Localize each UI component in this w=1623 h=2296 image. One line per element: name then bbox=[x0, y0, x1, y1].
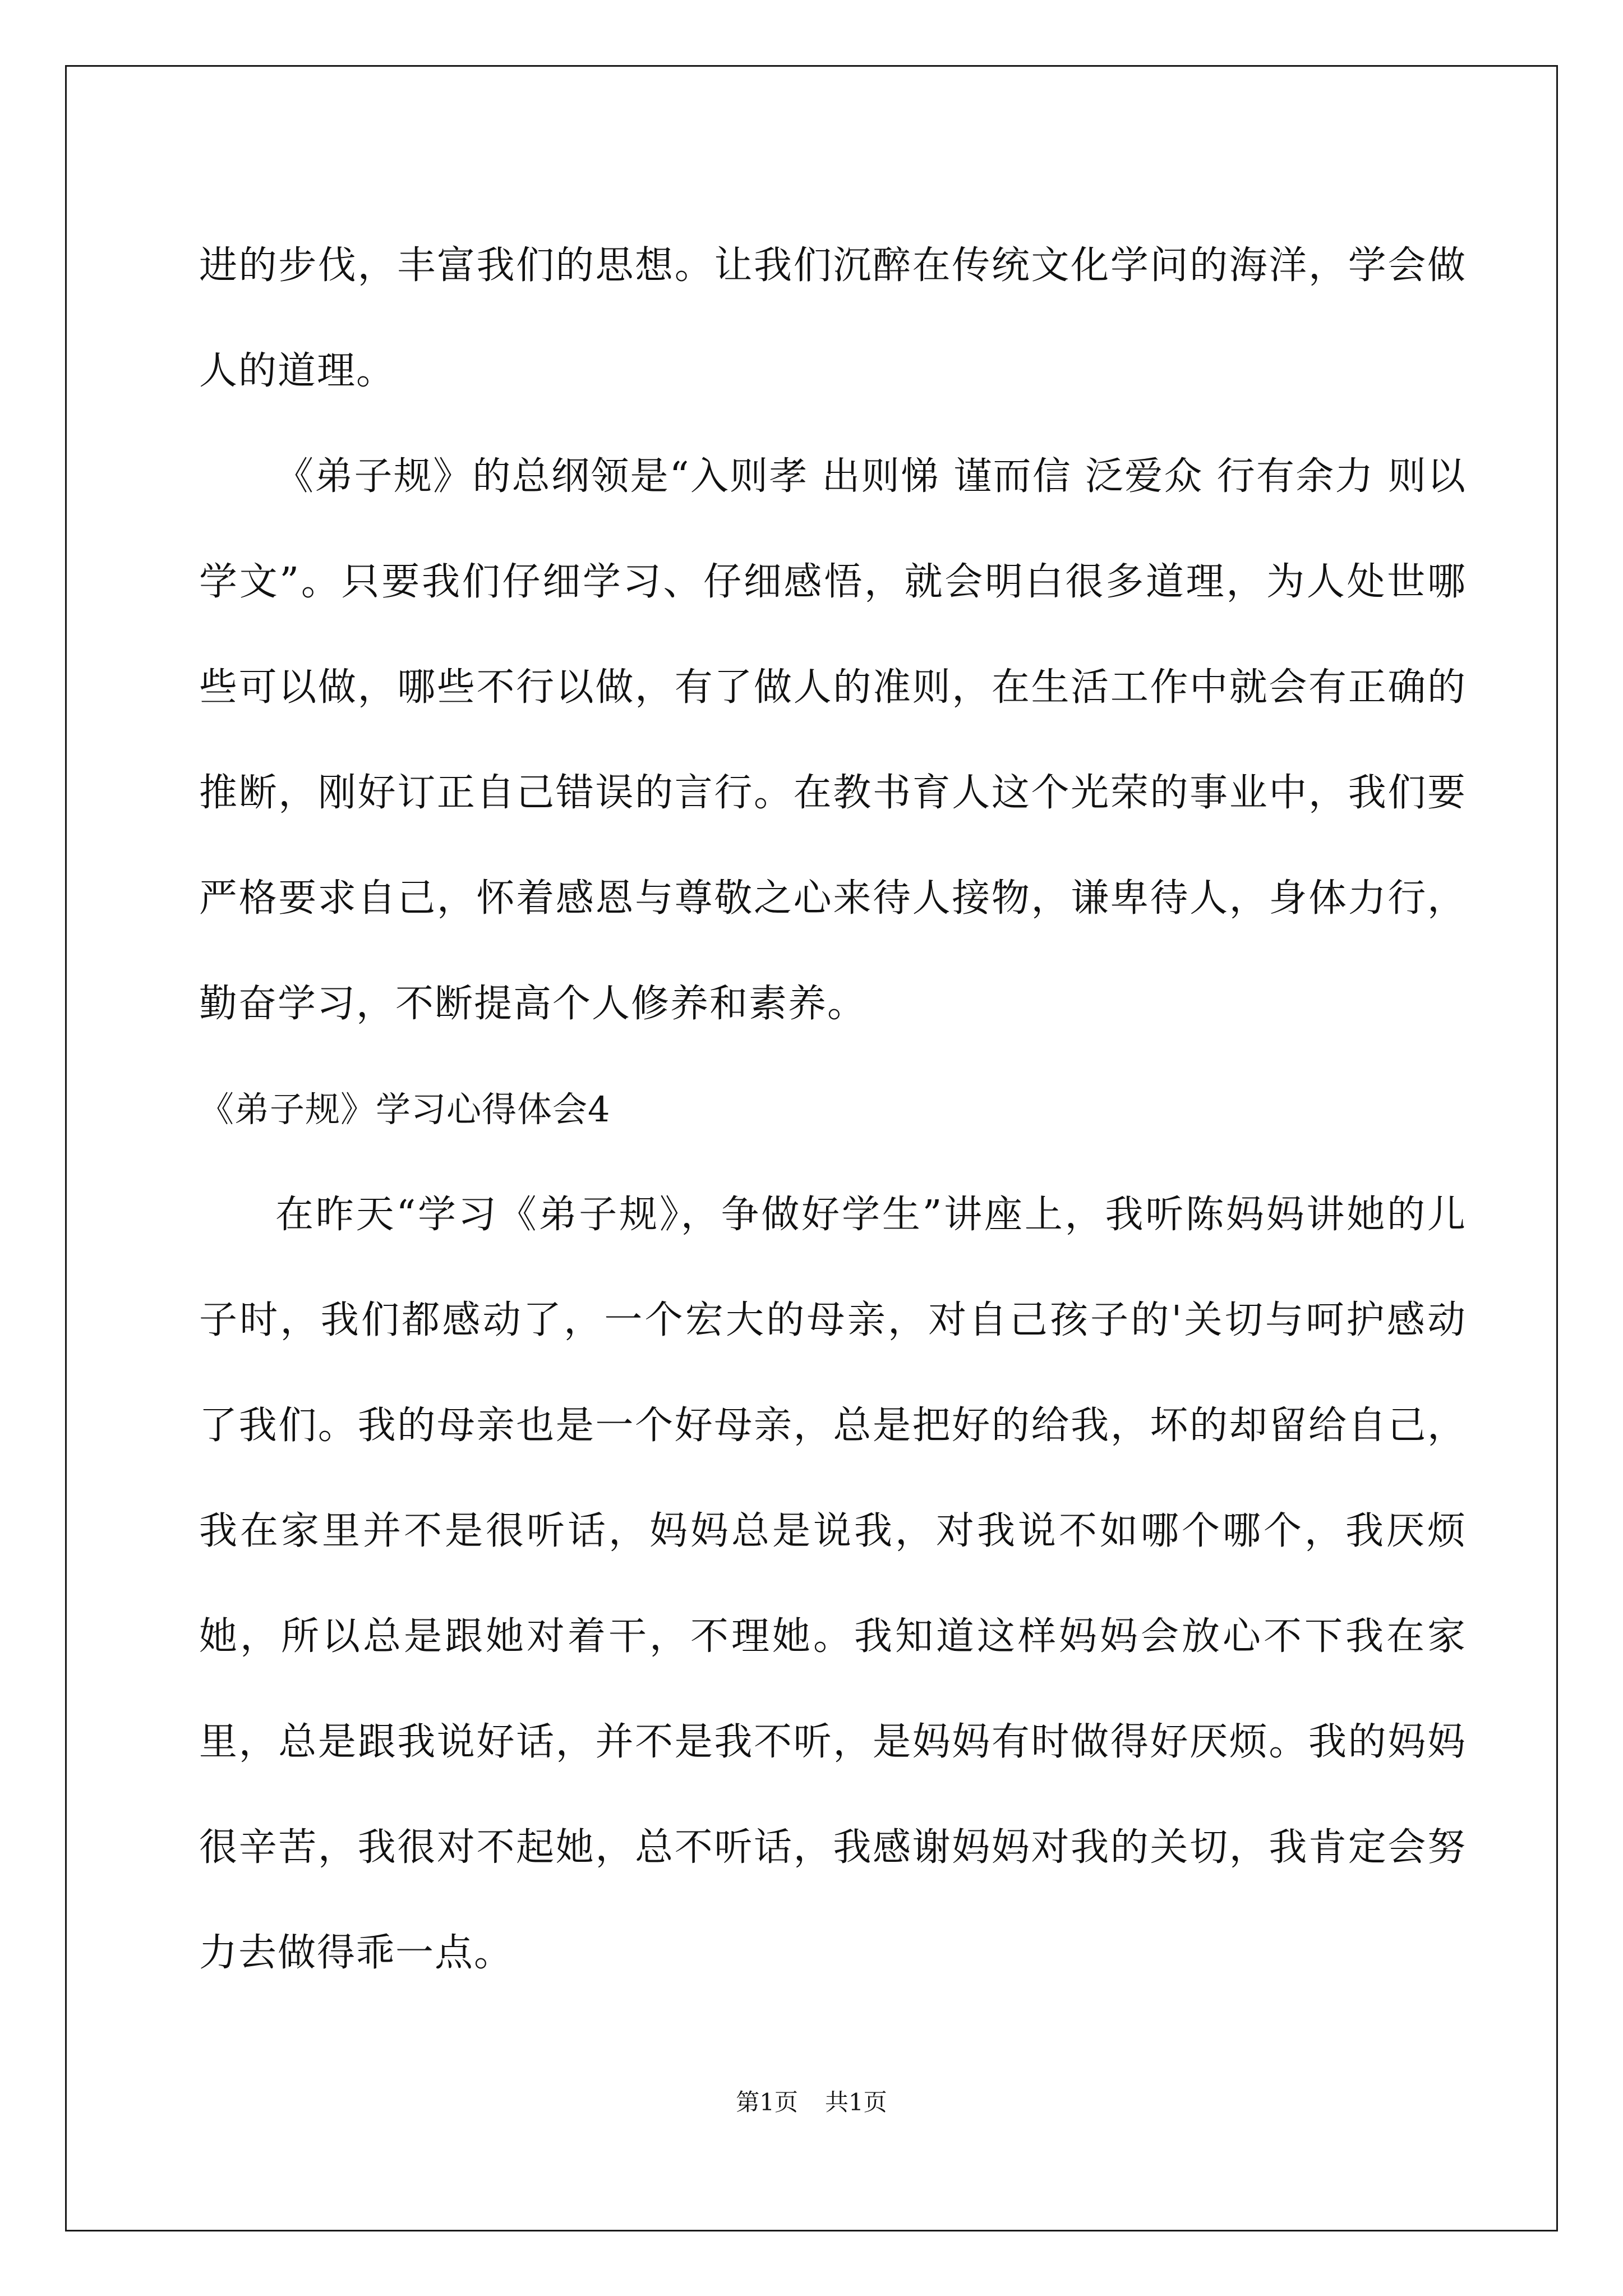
paragraph-2: 《弟子规》的总纲领是“入则孝 出则悌 谨而信 泛爱众 行有余力 则以学文”。只要我们仔细学习、仔细感悟，就会明白很多道理，为人处世哪些可以做，哪些不行以做，有了做人的准则，在生活工作中就会有正确的推断，刚好订正自己错误的言行。在教书育人这个光荣的事业中，我们要严格要求自己，怀着感恩与尊敬之心来待人接物，谦卑待人，身体力行，勤奋学习，不断提高个人修养和素养。 bbox=[199, 454, 1467, 1026]
page-number-current: 第1页 bbox=[736, 2088, 798, 2116]
paragraph-3: 在昨天“学习《弟子规》，争做好学生”讲座上，我听陈妈妈讲她的儿子时，我们都感动了，一个宏大的母亲，对自己孩子的'关切与呵护感动了我们。我的母亲也是一个好母亲，总是把好的给我，坏的却留给自己，我在家里并不是很听话，妈妈总是说我，对我说不如哪个哪个，我厌烦她，所以总是跟她对着干，不理她。我知道这样妈妈会放心不下我在家里，总是跟我说好话，并不是我不听，是妈妈有时做得好厌烦。我的妈妈很辛苦，我很对不起她，总不听话，我感谢妈妈对我的关切，我肯定会努力去做得乖一点。 bbox=[199, 1193, 1467, 1975]
section-heading: 《弟子规》学习心得体会4 bbox=[199, 1089, 611, 1130]
document-body bbox=[199, 213, 1467, 2006]
paragraph-1: 进的步伐，丰富我们的思想。让我们沉醉在传统文化学问的海洋，学会做人的道理。 bbox=[199, 243, 1467, 393]
page-footer bbox=[0, 2086, 1623, 2119]
page-number-total: 共1页 bbox=[825, 2088, 887, 2116]
